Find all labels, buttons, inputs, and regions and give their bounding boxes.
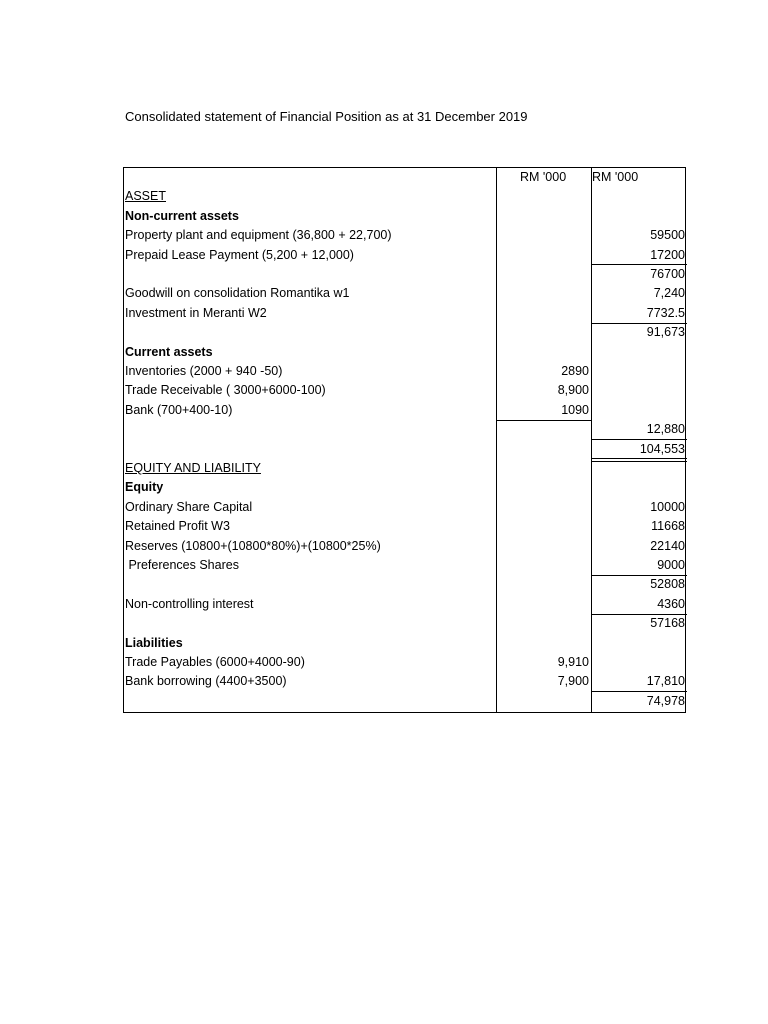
table-row — [124, 575, 685, 594]
total-assets: 104,553 — [639, 441, 685, 456]
rule — [591, 614, 687, 615]
row-label: Trade Payables (6000+4000-90) — [125, 655, 305, 669]
subtotal-col2: 57168 — [650, 616, 685, 631]
total-equity-liabilities: 74,978 — [646, 693, 685, 708]
table-row — [124, 595, 685, 614]
table-row — [124, 207, 685, 226]
table-row — [124, 692, 685, 711]
table-row — [124, 537, 685, 556]
subheading-equity: Equity — [125, 480, 164, 495]
statement-title: Consolidated statement of Financial Position as at 31 December 2019 — [125, 109, 528, 124]
table-row — [124, 672, 685, 691]
section-heading-asset: ASSET — [125, 189, 166, 204]
subheading-current-assets: Current assets — [125, 344, 213, 359]
subheading-non-current-assets: Non-current assets — [125, 208, 239, 223]
subtotal-col2: 76700 — [650, 267, 685, 281]
row-label: Investment in Meranti W2 — [125, 305, 267, 320]
rule — [591, 458, 687, 459]
financial-position-table — [123, 167, 686, 713]
amount-col2: 9000 — [657, 558, 685, 572]
row-label: Bank (700+400-10) — [125, 402, 233, 417]
row-label: Retained Profit W3 — [125, 519, 230, 534]
section-heading-equity-liability: EQUITY AND LIABILITY — [125, 461, 261, 475]
row-label: Goodwill on consolidation Romantika w1 — [125, 286, 350, 301]
table-row — [124, 284, 685, 303]
table-row — [124, 265, 685, 284]
amount-col2: 10000 — [650, 499, 685, 514]
table-row — [124, 634, 685, 653]
row-label: Inventories (2000 + 940 -50) — [125, 364, 283, 378]
table-row — [124, 440, 685, 459]
rule — [591, 575, 687, 576]
amount-col2: 4360 — [657, 596, 685, 611]
amount-col2: 7732.5 — [646, 305, 685, 320]
table-row — [124, 381, 685, 400]
table-row — [124, 187, 685, 206]
table-row — [124, 401, 685, 420]
table-row — [124, 226, 685, 245]
column-header-2: RM '000 — [592, 170, 639, 184]
table-row — [124, 343, 685, 362]
amount-col2: 17200 — [650, 247, 685, 262]
subtotal-col2: 12,880 — [646, 422, 685, 437]
amount-col2: 11668 — [651, 519, 685, 534]
amount-col1: 9,910 — [557, 655, 589, 669]
amount-col1: 2890 — [561, 364, 589, 378]
row-label: Trade Receivable ( 3000+6000-100) — [125, 383, 326, 398]
table-row — [124, 304, 685, 323]
amount-col1: 1090 — [561, 402, 589, 417]
amount-col2: 22140 — [650, 538, 685, 553]
table-row — [124, 517, 685, 536]
table-row — [124, 420, 685, 439]
rule — [591, 264, 687, 265]
rule — [591, 461, 687, 462]
row-label: Non-controlling interest — [125, 596, 254, 611]
rule — [496, 420, 591, 421]
rule — [591, 439, 687, 440]
table-row — [124, 459, 685, 478]
column-header-1: RM '000 — [520, 170, 567, 184]
table-row — [124, 653, 685, 672]
table-row — [124, 614, 685, 633]
table-row — [124, 362, 685, 381]
amount-col2: 17,810 — [646, 674, 685, 689]
table-row — [124, 498, 685, 517]
row-label: Ordinary Share Capital — [125, 499, 253, 514]
row-label: Property plant and equipment (36,800 + 22,700) — [125, 228, 392, 243]
row-label: Bank borrowing (4400+3500) — [125, 674, 287, 689]
subtotal-col2: 91,673 — [646, 325, 685, 340]
table-row — [124, 323, 685, 342]
header-row — [124, 168, 685, 187]
amount-col2: 59500 — [650, 228, 685, 243]
rule — [591, 691, 687, 692]
amount-col2: 7,240 — [653, 286, 685, 301]
row-label: Prepaid Lease Payment (5,200 + 12,000) — [125, 247, 354, 262]
table-row — [124, 556, 685, 575]
amount-col1: 8,900 — [557, 383, 589, 398]
table-row — [124, 478, 685, 497]
rule — [591, 323, 687, 324]
amount-col1: 7,900 — [557, 674, 589, 689]
table-row — [124, 246, 685, 265]
subtotal-col2: 52808 — [650, 577, 685, 592]
row-label: Reserves (10800+(10800*80%)+(10800*25%) — [125, 538, 381, 553]
subheading-liabilities: Liabilities — [125, 635, 183, 650]
row-label: Preferences Shares — [125, 558, 239, 572]
